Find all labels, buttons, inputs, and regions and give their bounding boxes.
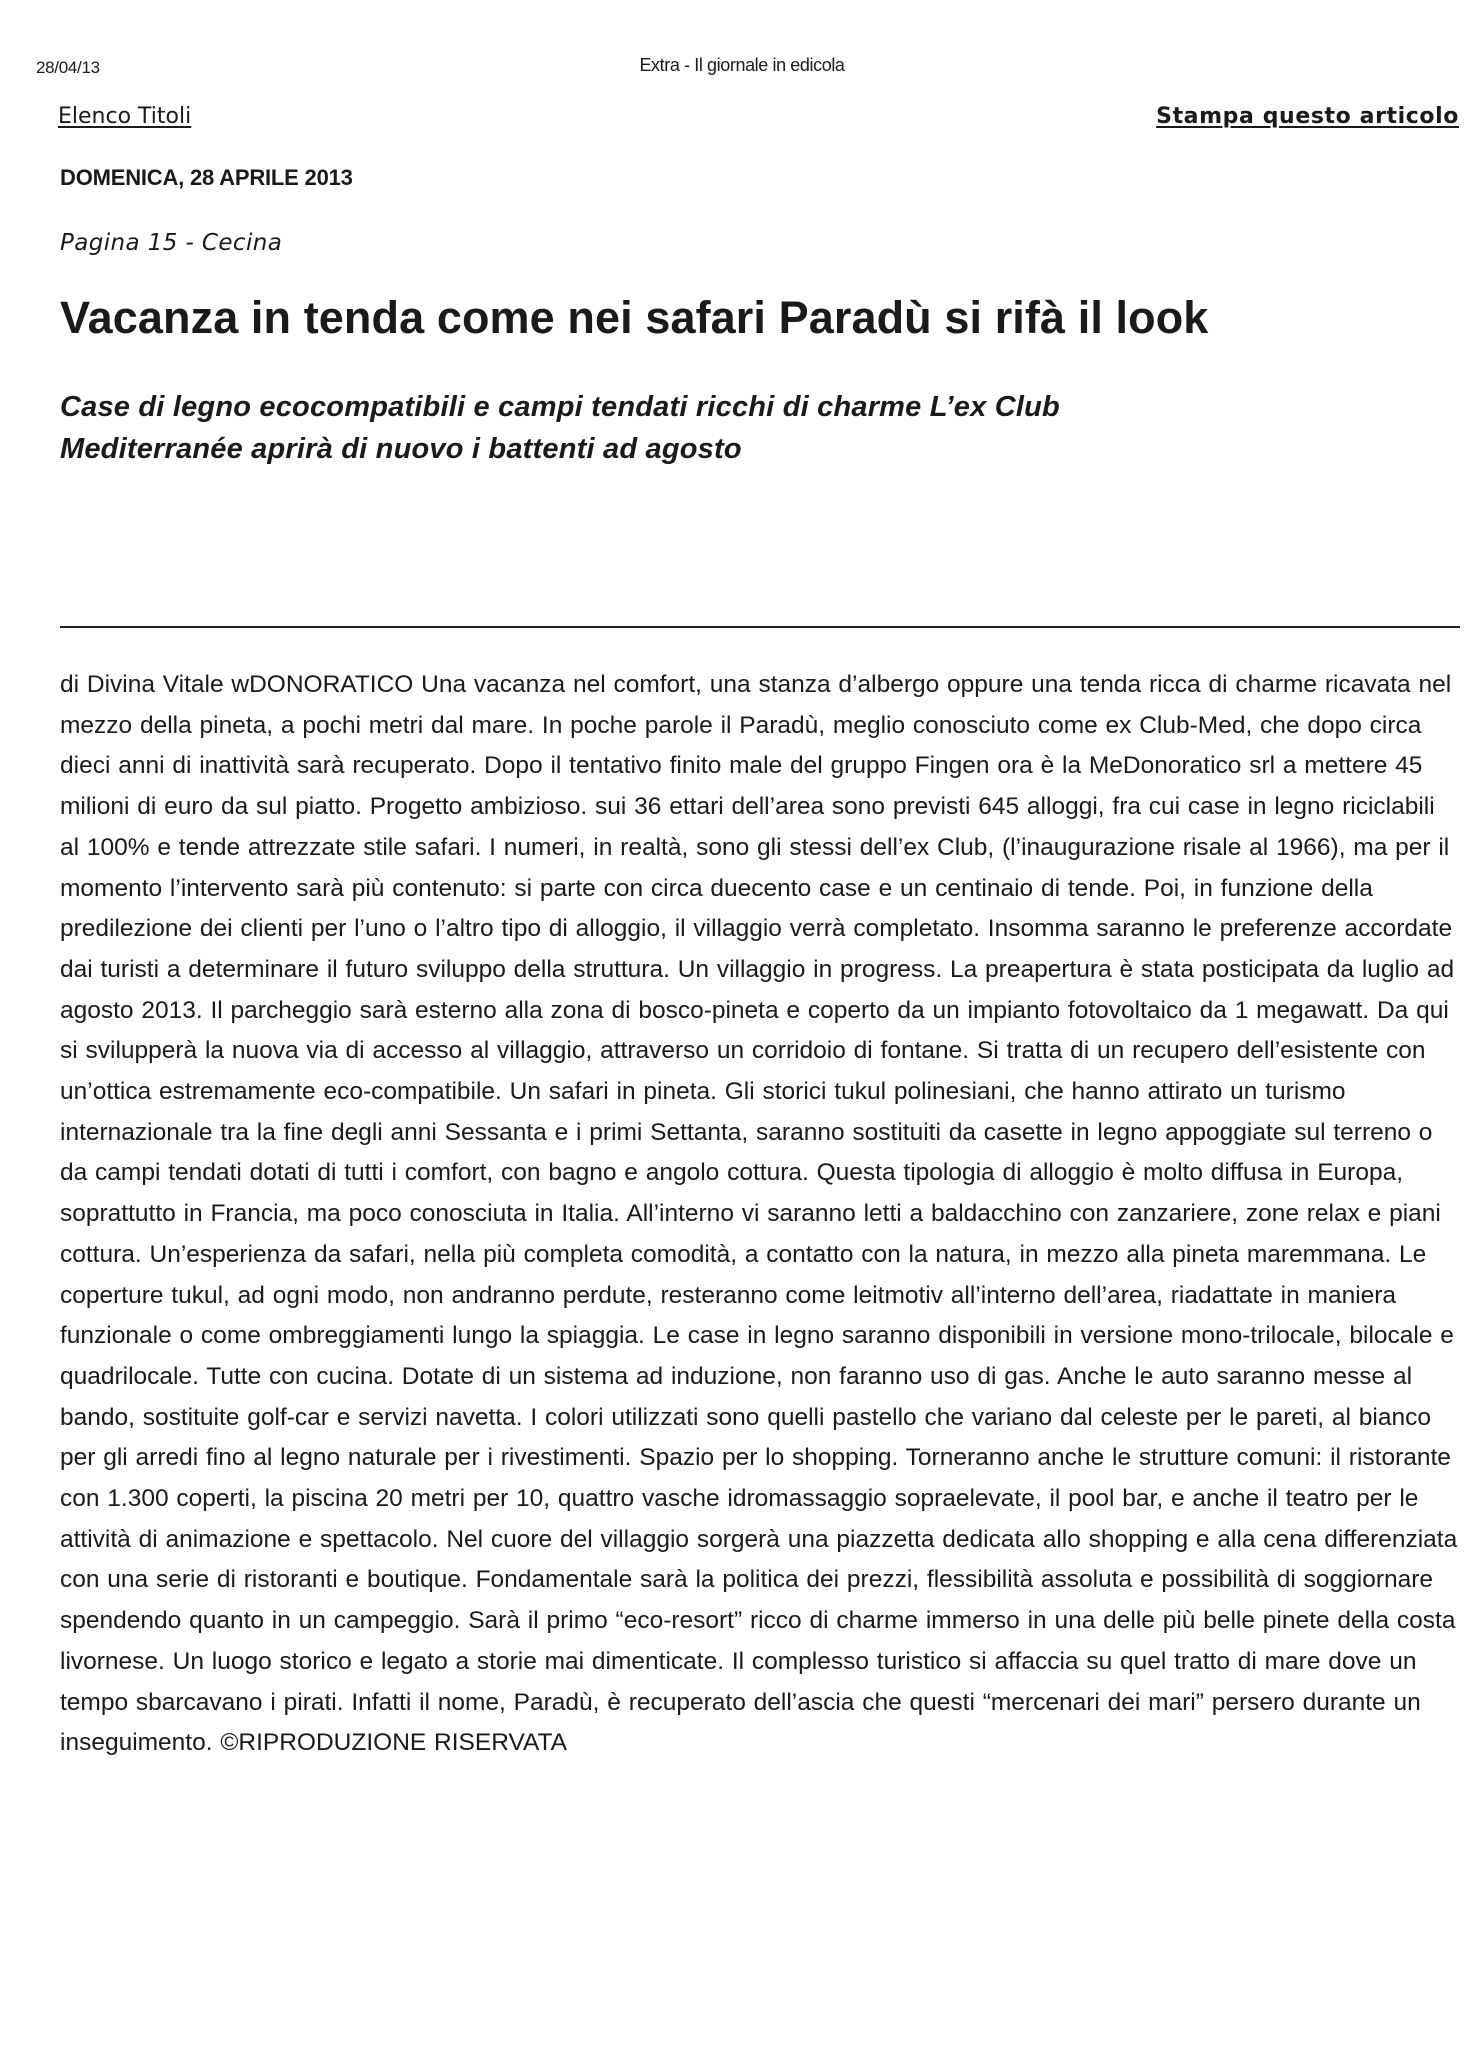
article-subheadline: Case di legno ecocompatibili e campi tendati ricchi di charme L’ex Club Mediterranée aprirà di nuovo i battenti ad agosto: [60, 391, 1060, 465]
print-date: 28/04/13: [36, 58, 100, 77]
titles-list-link[interactable]: Elenco Titoli: [58, 104, 192, 129]
publication-date: DOMENICA, 28 APRILE 2013: [60, 165, 353, 190]
article-headline: Vacanza in tenda come nei safari Paradù si rifà il look: [60, 292, 1209, 343]
divider: [60, 626, 1460, 628]
print-article-link[interactable]: Stampa questo articolo: [1156, 104, 1459, 129]
print-source-title: Extra - Il giornale in edicola: [639, 55, 845, 75]
page-section: Pagina 15 - Cecina: [60, 230, 283, 256]
article-body: di Divina Vitale wDONORATICO Una vacanza nel comfort, una stanza d’albergo oppure una tenda ricca di charme ricavata nel mezzo della pineta, a pochi metri dal mare. In poche parole il Paradù, meglio conosciuto come ex Club-Med, che dopo circa dieci anni di inattività sarà recuperato. Dopo il tentativo finito male del gruppo Fingen ora è la MeDonoratico srl a mettere 45 milioni di euro da sul piatto. Progetto ambizioso. sui 36 ettari dell’area sono previsti 645 alloggi, fra cui case in legno riciclabili al 100% e tende attrezzate stile safari. I numeri, in realtà, sono gli stessi dell’ex Club, (l’inaugurazione risale al 1966), ma per il momento l’intervento sarà più contenuto: si parte con circa duecento case e un centinaio di tende. Poi, in funzione della predilezione dei clienti per l’uno o l’altro tipo di alloggio, il villaggio verrà completato. Insomma saranno le preferenze accordate dai turisti a determinare il futuro sviluppo della struttura. Un villaggio in progress. La preapertura è stata posticipata da luglio ad agosto 2013. Il parcheggio sarà esterno alla zona di bosco-pineta e coperto da un impianto fotovoltaico da 1 megawatt. Da qui si svilupperà la nuova via di accesso al villaggio, attraverso un corridoio di fontane. Si tratta di un recupero dell’esistente con un’ottica estremamente eco-compatibile. Un safari in pineta. Gli storici tukul polinesiani, che hanno attirato un turismo internazionale tra la fine degli anni Sessanta e i primi Settanta, saranno sostituiti da casette in legno appoggiate sul terreno o da campi tendati dotati di tutti i comfort, con bagno e angolo cottura. Questa tipologia di alloggio è molto diffusa in Europa, soprattutto in Francia, ma poco conosciuta in Italia. All’interno vi saranno letti a baldacchino con zanzariere, zone relax e piani cottura. Un’esperienza da safari, nella più completa comodità, a contatto con la natura, in mezzo alla pineta maremmana. Le coperture tukul, ad ogni modo, non andranno perdute, resteranno come leitmotiv all’interno dell’area, riadattate in maniera funzionale o come ombreggiamenti lungo la spiaggia. Le case in legno saranno disponibili in versione mono-trilocale, bilocale e quadrilocale. Tutte con cucina. Dotate di un sistema ad induzione, non faranno uso di gas. Anche le auto saranno messe al bando, sostituite golf-car e servizi navetta. I colori utilizzati sono quelli pastello che variano dal celeste per le pareti, al bianco per gli arredi fino al legno naturale per i rivestimenti. Spazio per lo shopping. Torneranno anche le strutture comuni: il ristorante con 1.300 coperti, la piscina 20 metri per 10, quattro vasche idromassaggio sopraelevate, il pool bar, e anche il teatro per le attività di animazione e spettacolo. Nel cuore del villaggio sorgerà una piazzetta dedicata allo shopping e alla cena differenziata con una serie di ristoranti e boutique. Fondamentale sarà la politica dei prezzi, flessibilità assoluta e possibilità di soggiornare spendendo quanto in un campeggio. Sarà il primo “eco-resort” ricco di charme immerso in una delle più belle pinete della costa livornese. Un luogo storico e legato a storie mai dimenticate. Il complesso turistico si affaccia su quel tratto di mare dove un tempo sbarcavano i pirati. Infatti il nome, Paradù, è recuperato dell’ascia che questi “mercenari dei mari” persero durante un inseguimento. ©RIPRODUZIONE RISERVATA: [60, 671, 1458, 1757]
